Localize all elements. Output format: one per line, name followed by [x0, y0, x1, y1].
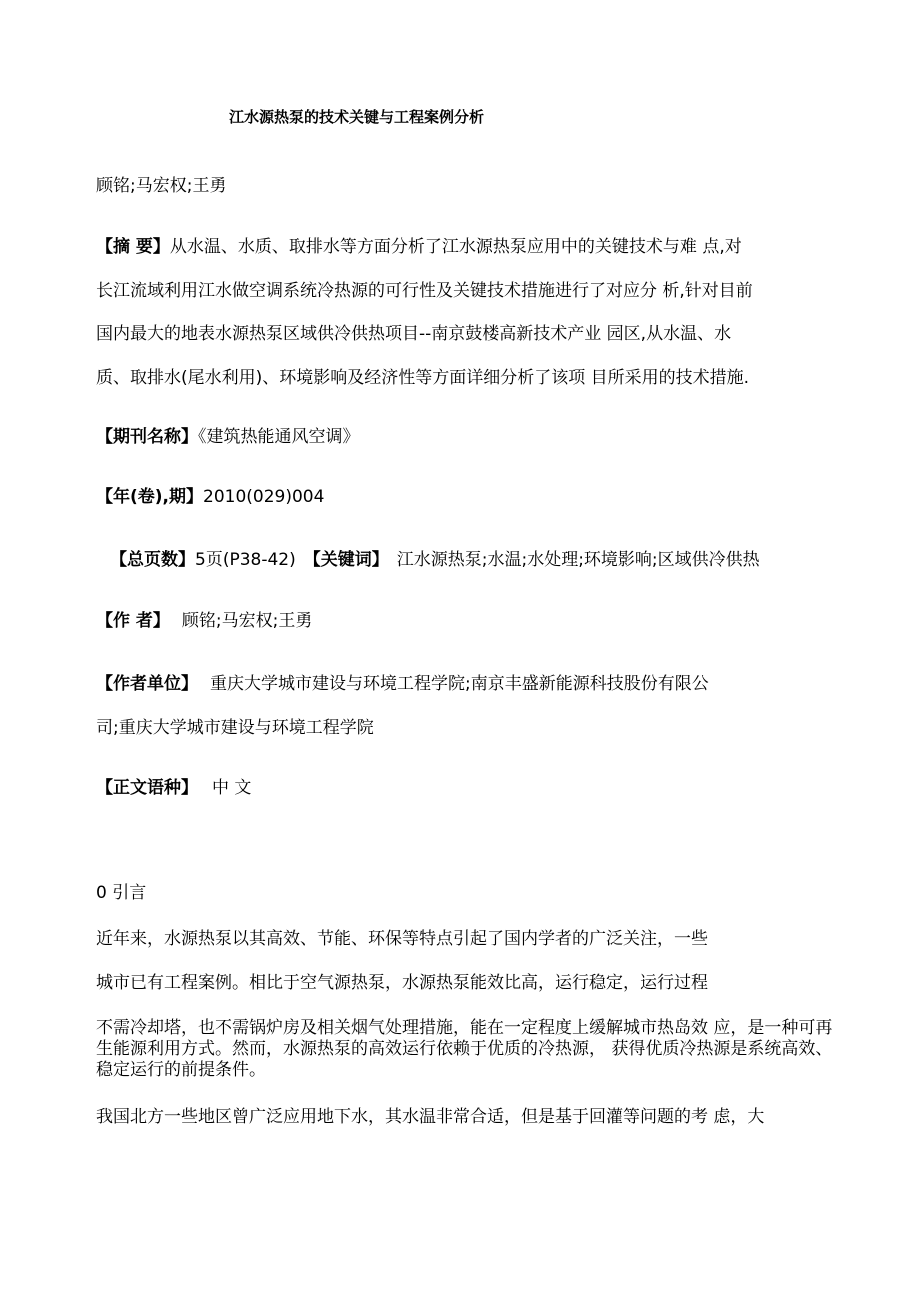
affiliation-continuation: 司;重庆大学城市建设与环境工程学院 [96, 718, 374, 738]
year-issue-value: 2010(029)004 [203, 487, 325, 507]
keywords-label: 【关键词】 [303, 550, 389, 570]
pages-value: 5页(P38-42) [195, 550, 296, 570]
abstract-line-2: 长江流域利用江水做空调系统冷热源的可行性及关键技术措施进行了对应分 析,针对目前 [96, 281, 753, 301]
intro-line-2: 城市已有工程案例。相比于空气源热泵，水源热泵能效比高，运行稳定，运行过程 [96, 973, 708, 993]
paper-title: 江水源热泵的技术关键与工程案例分析 [229, 108, 485, 126]
language-label: 【正文语种】 [96, 778, 198, 798]
author-label: 【作 者】 [96, 611, 170, 631]
intro-heading: 0 引言 [96, 883, 147, 903]
journal-field [96, 425, 360, 449]
journal-value: 《建筑热能通风空调》 [198, 427, 360, 447]
language-value: 中 文 [212, 778, 252, 798]
pages-label: 【总页数】 [110, 550, 195, 570]
intro-line-3: 我国北方一些地区曾广泛应用地下水，其水温非常合适，但是基于回灌等问题的考 虑，大 [96, 1107, 765, 1127]
abstract-line-3: 国内最大的地表水源热泵区域供冷供热项目--南京鼓楼高新技术产业 园区,从水温、水 [96, 324, 732, 344]
journal-label: 【期刊名称】 [96, 427, 198, 447]
affiliation-value-1: 重庆大学城市建设与环境工程学院;南京丰盛新能源科技股份有限公 [210, 674, 709, 694]
abstract-line-4: 质、取排水(尾水利用)、环境影响及经济性等方面详细分析了该项 目所采用的技术措施. [96, 368, 750, 388]
author-field [96, 609, 312, 633]
intro-line-1: 近年来，水源热泵以其高效、节能、环保等特点引起了国内学者的广泛关注，一些 [96, 929, 708, 949]
keywords-value: 江水源热泵;水温;水处理;环境影响;区域供冷供热 [396, 550, 760, 570]
year-issue-label: 【年(卷),期】 [96, 487, 203, 507]
authors-line: 顾铭;马宏权;王勇 [96, 176, 227, 196]
pages-keywords-field [110, 548, 760, 572]
affiliation-field [96, 672, 709, 696]
abstract-label: 【摘 要】 [96, 237, 170, 257]
abstract-text-1: 从水温、水质、取排水等方面分析了江水源热泵应用中的关键技术与难 点,对 [169, 237, 742, 257]
affiliation-label: 【作者单位】 [96, 674, 198, 694]
year-issue-field [96, 485, 324, 509]
abstract-line-1 [96, 235, 742, 259]
author-value: 顾铭;马宏权;王勇 [181, 611, 313, 631]
intro-paragraph: 不需冷却塔，也不需锅炉房及相关烟气处理措施，能在一定程度上缓解城市热岛效 应，是一种可再生能源利用方式。然而，水源热泵的高效运行依赖于优质的冷热源， 获得优质冷热源是系统高效、稳定运行的前提条件。 [96, 1018, 833, 1080]
language-field [96, 776, 251, 800]
